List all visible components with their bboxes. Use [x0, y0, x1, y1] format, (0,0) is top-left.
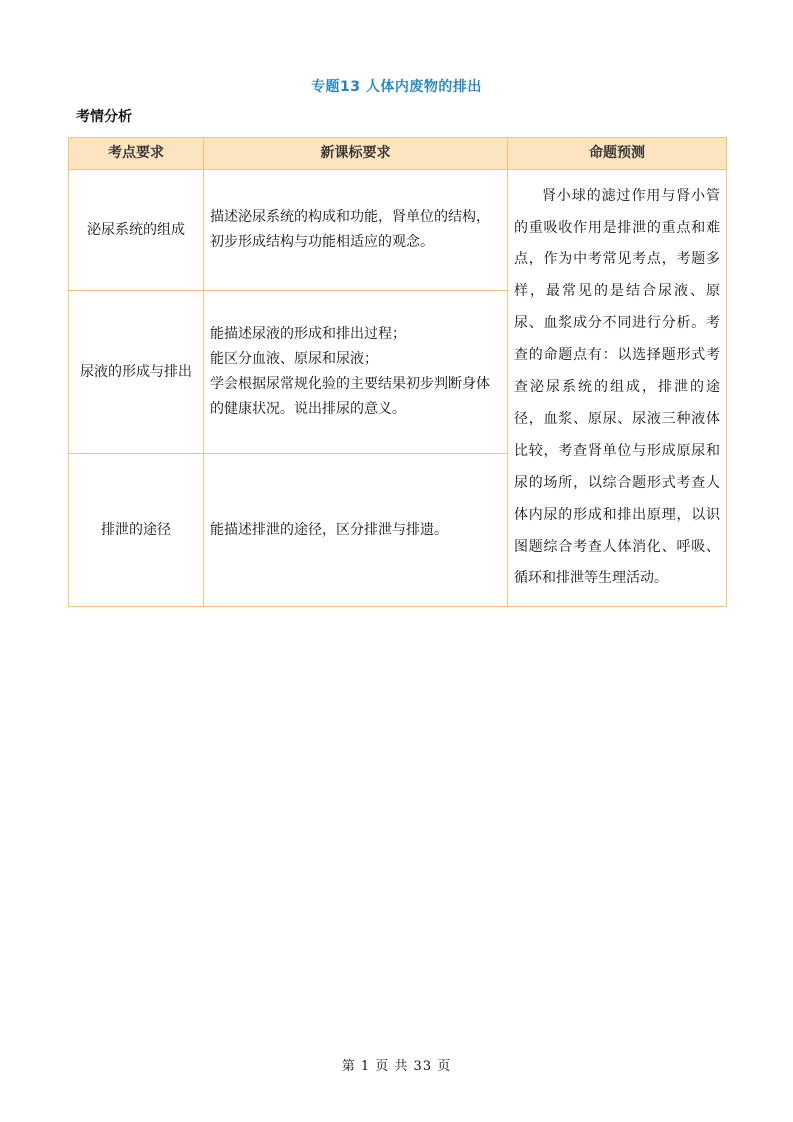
page-title: 专题13 人体内废物的排出 [311, 79, 482, 95]
page-footer: 第 1 页 共 33 页 [341, 1059, 452, 1074]
header-topic: 考点要求 [69, 138, 204, 170]
requirement-cell [204, 170, 508, 291]
requirement-line: 能描述排泄的途径，区分排泄与排遗。 [210, 521, 448, 538]
section-heading: 考情分析 [76, 109, 132, 125]
table-header-row [69, 138, 727, 170]
topic-cell: 泌尿系统的组成 [69, 170, 204, 291]
requirement-line: 能描述尿液的形成和排出过程； [210, 326, 406, 343]
header-prediction: 命题预测 [508, 138, 727, 170]
prediction-cell [508, 170, 727, 607]
requirement-cell [204, 454, 508, 607]
topic-cell: 尿液的形成与排出 [69, 291, 204, 454]
requirement-line: 学会根据尿常规化验的主要结果初步判断身体的健康状况。说出排尿的意义。 [210, 376, 490, 417]
requirement-line: 描述泌尿系统的构成和功能，肾单位的结构，初步形成结构与功能相适应的观念。 [210, 209, 490, 250]
requirement-cell [204, 291, 508, 454]
header-requirement: 新课标要求 [204, 138, 508, 170]
topic-cell: 排泄的途径 [69, 454, 204, 607]
exam-analysis-table [68, 137, 727, 607]
table-row [69, 170, 727, 291]
prediction-text: 肾小球的滤过作用与肾小管的重吸收作用是排泄的重点和难点，作为中考常见考点，考题多样，最常见的是结合尿液、原尿、血浆成分不同进行分析。考查的命题点有：以选择题形式考查泌尿系统的组成，排泄的途径，血浆、原尿、尿液三种液体比较，考查肾单位与形成原尿和尿的场所，以综合题形式考查人体内尿的形成和排出原理，以识图题综合考查人体消化、呼吸、循环和排泄等生理活动。 [514, 187, 720, 587]
requirement-line: 能区分血液、原尿和尿液； [210, 351, 378, 368]
